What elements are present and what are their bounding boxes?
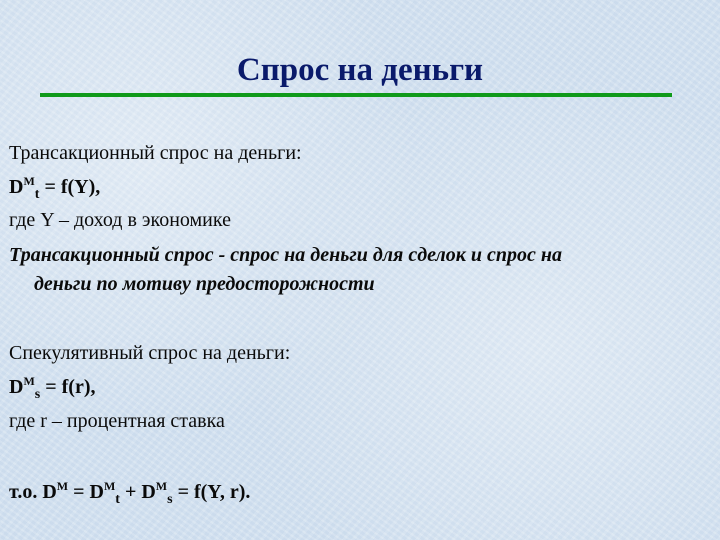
formula-rest: = f(r),	[40, 376, 96, 398]
transactional-where: где Y – доход в экономике	[9, 209, 231, 231]
formula-d: D	[9, 176, 24, 198]
total-sub-s: s	[167, 492, 173, 507]
slide-title: Спрос на деньги	[236, 52, 484, 88]
formula-d: D	[9, 376, 24, 398]
speculative-formula	[9, 374, 96, 402]
transactional-formula	[9, 174, 101, 202]
speculative-where: где r – процентная ставка	[9, 410, 225, 432]
total-plus: + D	[119, 481, 156, 503]
total-sub-t: t	[115, 492, 120, 507]
formula-sup-m: M	[23, 374, 35, 388]
total-sup-m: M	[155, 479, 168, 493]
total-sup-m: M	[56, 479, 69, 493]
title-underline	[40, 93, 672, 97]
total-rest: = f(Y, r).	[172, 481, 251, 503]
total-demand-formula	[9, 479, 251, 507]
transactional-definition-line2: деньги по мотиву предосторожности	[34, 273, 375, 295]
formula-sub-t: t	[34, 187, 40, 202]
speculative-heading: Спекулятивный спрос на деньги:	[9, 342, 291, 364]
formula-rest: = f(Y),	[39, 176, 101, 198]
formula-sub-s: s	[34, 387, 41, 402]
total-eq: = D	[68, 481, 104, 503]
transactional-heading: Трансакционный спрос на деньги:	[9, 142, 302, 164]
total-prefix: т.о. D	[9, 481, 57, 503]
transactional-definition-line1: Трансакционный спрос - спрос на деньги для сделок и спрос на	[9, 244, 563, 266]
formula-sup-m: M	[23, 174, 35, 188]
total-sup-m: M	[103, 479, 116, 493]
